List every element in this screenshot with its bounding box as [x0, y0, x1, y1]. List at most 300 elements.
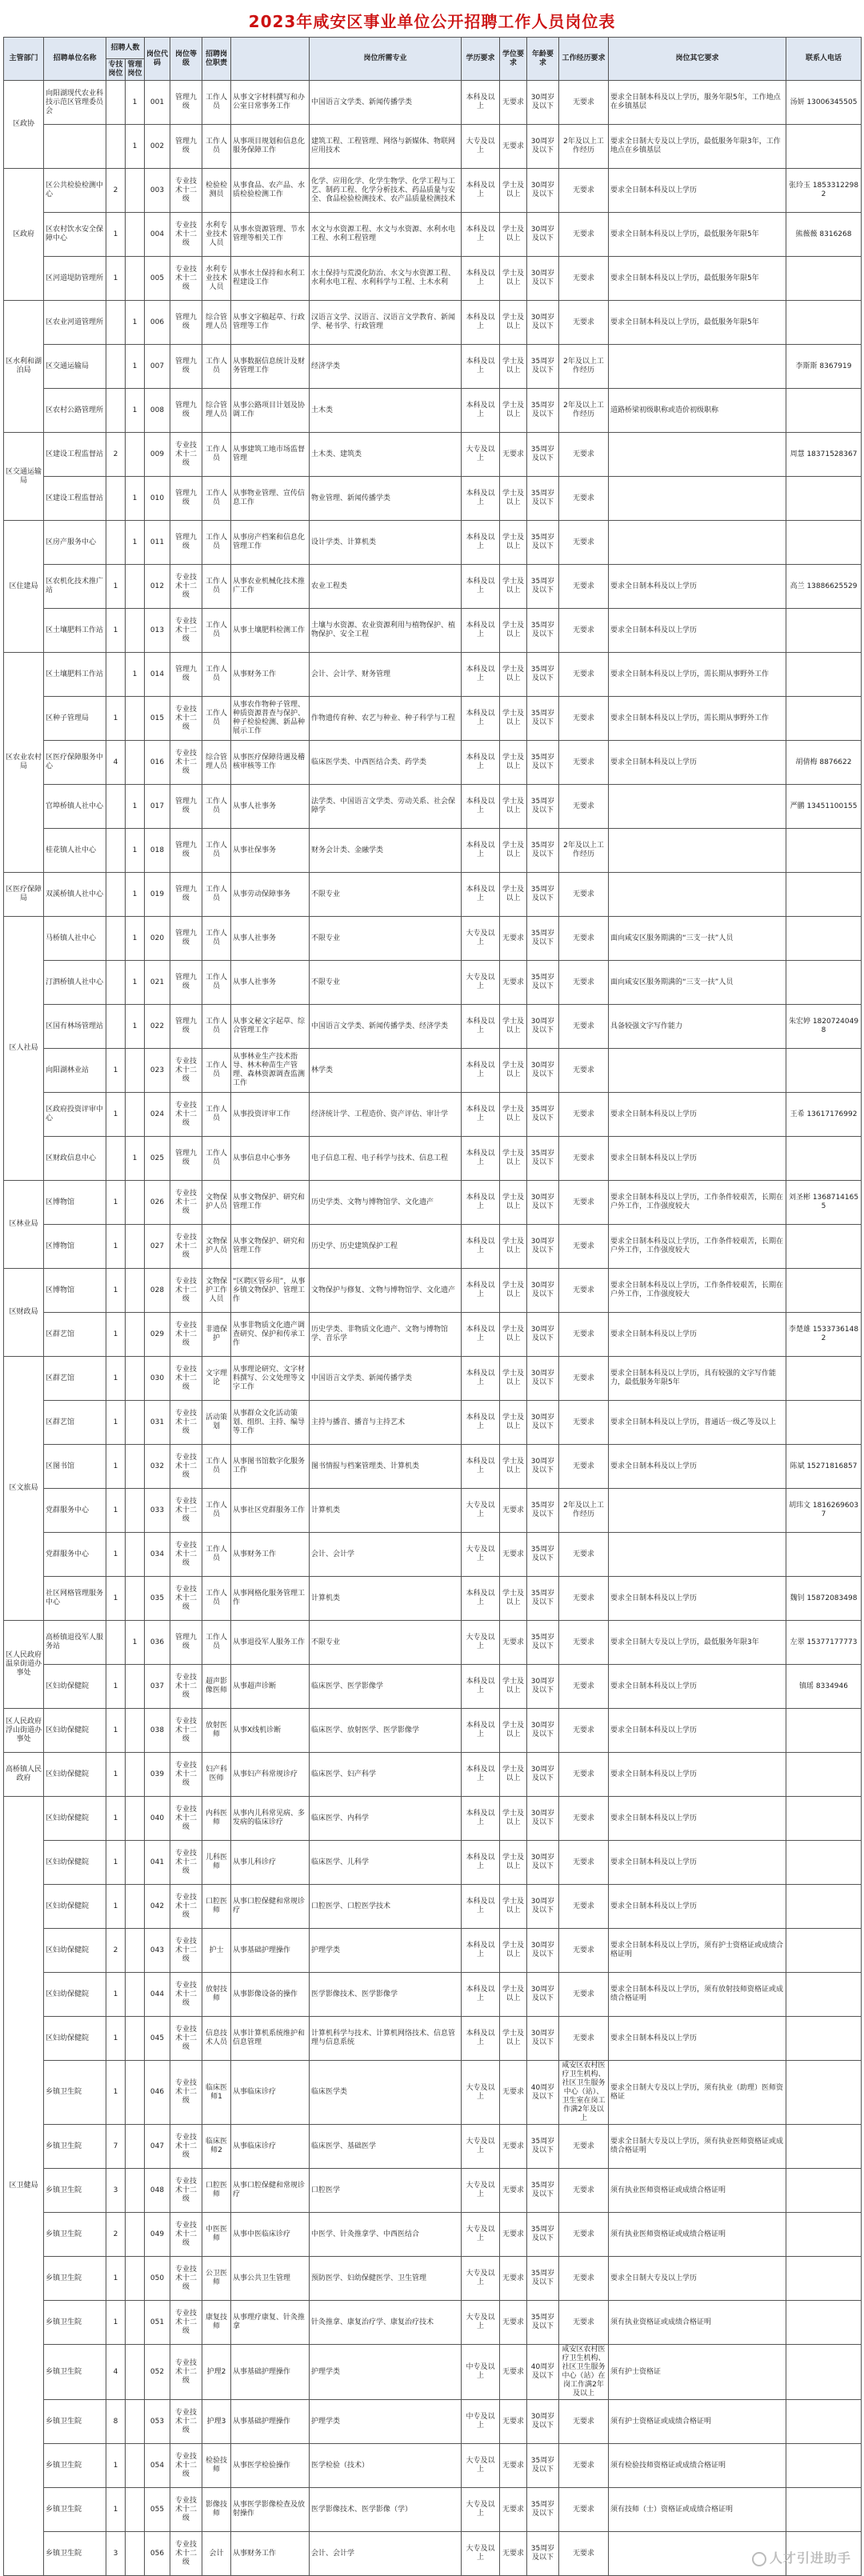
duty-description-cell: 从事财务工作	[231, 1533, 310, 1577]
unit-name-cell: 汀泗桥镇人社中心	[44, 961, 106, 1005]
major-requirement-cell: 不限专业	[310, 917, 462, 961]
other-requirement-cell: 要求全日制本科及以上学历，须有放射技师资格证或成绩合格证明	[609, 1973, 786, 2017]
table-row	[4, 1797, 862, 1841]
education-cell: 大专及以上	[462, 2061, 500, 2125]
position-code-cell: 056	[145, 2532, 170, 2576]
duty-description-cell: 从事信息中心事务	[231, 1137, 310, 1181]
position-title-cell: 放射技师	[202, 1973, 231, 2017]
count-mgmt-cell	[126, 213, 145, 257]
unit-name-cell: 区建设工程监督站	[44, 433, 106, 477]
count-tech-cell: 1	[106, 1401, 126, 1445]
count-tech-cell	[106, 345, 126, 389]
age-cell: 35周岁及以下	[527, 1577, 559, 1621]
position-code-cell: 015	[145, 697, 170, 741]
position-code-cell: 027	[145, 1225, 170, 1269]
education-cell: 本科及以上	[462, 1357, 500, 1401]
position-code-cell: 045	[145, 2017, 170, 2061]
degree-cell: 无要求	[500, 961, 527, 1005]
position-grade-cell: 专业技术十二级	[170, 2488, 202, 2532]
contact-cell	[786, 653, 862, 697]
table-row	[4, 1093, 862, 1137]
duty-description-cell: 从事农作物种子管理、种质资源普查与保护、种子检验检测、新品种展示工作	[231, 697, 310, 741]
position-code-cell: 007	[145, 345, 170, 389]
table-row	[4, 873, 862, 917]
table-row	[4, 1005, 862, 1049]
age-cell: 30周岁及以下	[527, 1313, 559, 1357]
table-row	[4, 1401, 862, 1445]
education-cell: 本科及以上	[462, 1797, 500, 1841]
education-cell: 本科及以上	[462, 829, 500, 873]
degree-cell: 学士及以上	[500, 257, 527, 301]
count-tech-cell: 1	[106, 1181, 126, 1225]
other-requirement-cell	[609, 521, 786, 565]
duty-description-cell: 从事农业机械化技术推广工作	[231, 565, 310, 609]
position-title-cell: 文物保护人员	[202, 1225, 231, 1269]
contact-cell	[786, 1533, 862, 1577]
major-requirement-cell: 农业工程类	[310, 565, 462, 609]
experience-cell: 无要求	[559, 1181, 609, 1225]
unit-name-cell: 乡镇卫生院	[44, 2345, 106, 2400]
position-grade-cell: 专业技术十二级	[170, 2257, 202, 2301]
degree-cell: 学士及以上	[500, 873, 527, 917]
position-title-cell: 文字理论	[202, 1357, 231, 1401]
degree-cell: 学士及以上	[500, 1885, 527, 1929]
table-row	[4, 2488, 862, 2532]
position-grade-cell: 专业技术十二级	[170, 433, 202, 477]
age-cell: 30周岁及以下	[527, 81, 559, 125]
count-mgmt-cell: 1	[126, 477, 145, 521]
experience-cell: 无要求	[559, 2301, 609, 2345]
count-tech-cell: 3	[106, 2532, 126, 2576]
other-requirement-cell: 要求全日制本科及以上学历，须有护士资格证或成绩合格证明	[609, 1929, 786, 1973]
contact-cell: 高兰 13886625529	[786, 565, 862, 609]
position-code-cell: 043	[145, 1929, 170, 1973]
duty-description-cell: 从事口腔保健和常规诊疗	[231, 1885, 310, 1929]
major-requirement-cell: 法学类、中国语言文学类、劳动关系、社会保障学	[310, 785, 462, 829]
position-title-cell: 公卫医师	[202, 2257, 231, 2301]
age-cell: 35周岁及以下	[527, 1489, 559, 1533]
education-cell: 大专及以上	[462, 125, 500, 169]
position-grade-cell: 专业技术十二级	[170, 2169, 202, 2213]
experience-cell: 无要求	[559, 1533, 609, 1577]
position-title-cell: 文物保护工作人员	[202, 1269, 231, 1313]
count-tech-cell	[106, 961, 126, 1005]
count-tech-cell: 1	[106, 1533, 126, 1577]
duty-description-cell: 从事社区党群服务工作	[231, 1489, 310, 1533]
other-requirement-cell: 要求全日制本科及以上学历，具有较强的文字写作能力，最低服务年限5年	[609, 1357, 786, 1401]
contact-cell	[786, 301, 862, 345]
unit-name-cell: 区妇幼保健院	[44, 1929, 106, 1973]
duty-description-cell: 从事人社事务	[231, 917, 310, 961]
contact-cell	[786, 609, 862, 653]
table-row	[4, 2257, 862, 2301]
contact-cell	[786, 2125, 862, 2169]
education-cell: 本科及以上	[462, 1841, 500, 1885]
count-mgmt-cell	[126, 1973, 145, 2017]
position-code-cell: 038	[145, 1709, 170, 1753]
position-title-cell: 超声影像医师	[202, 1665, 231, 1709]
education-cell: 大专及以上	[462, 917, 500, 961]
table-row	[4, 1885, 862, 1929]
dept-cell: 区林业局	[4, 1181, 44, 1269]
degree-cell: 无要求	[500, 1533, 527, 1577]
watermark-logo-icon	[752, 2552, 766, 2566]
degree-cell: 学士及以上	[500, 1225, 527, 1269]
degree-cell: 无要求	[500, 81, 527, 125]
table-row	[4, 1489, 862, 1533]
unit-name-cell: 区公共检验检测中心	[44, 169, 106, 213]
major-requirement-cell: 医学检验（技术）	[310, 2444, 462, 2488]
count-tech-cell: 1	[106, 1313, 126, 1357]
position-grade-cell: 专业技术十二级	[170, 1357, 202, 1401]
position-grade-cell: 专业技术十二级	[170, 1401, 202, 1445]
other-requirement-cell: 具备较强文字写作能力	[609, 1005, 786, 1049]
count-mgmt-cell	[126, 257, 145, 301]
count-tech-cell: 4	[106, 2345, 126, 2400]
table-row	[4, 2444, 862, 2488]
other-requirement-cell: 要求全日制大专及以上学历，须有执业医师资格证或成绩合格证明	[609, 2125, 786, 2169]
unit-name-cell: 区图书馆	[44, 1445, 106, 1489]
major-requirement-cell: 医学影像技术、医学影像（学）	[310, 2488, 462, 2532]
count-tech-cell: 2	[106, 433, 126, 477]
degree-cell: 学士及以上	[500, 1049, 527, 1093]
major-requirement-cell: 临床医学、放射医学、医学影像学	[310, 1709, 462, 1753]
count-tech-cell: 1	[106, 1445, 126, 1489]
position-grade-cell: 专业技术十二级	[170, 2125, 202, 2169]
other-requirement-cell: 要求全日制本科及以上学历，工作条件较艰苦，长期在户外工作，工作强度较大	[609, 1225, 786, 1269]
experience-cell: 无要求	[559, 653, 609, 697]
position-code-cell: 030	[145, 1357, 170, 1401]
age-cell: 30周岁及以下	[527, 169, 559, 213]
degree-cell: 学士及以上	[500, 1005, 527, 1049]
unit-name-cell: 乡镇卫生院	[44, 2257, 106, 2301]
position-code-cell: 012	[145, 565, 170, 609]
table-row	[4, 653, 862, 697]
degree-cell: 学士及以上	[500, 2017, 527, 2061]
degree-cell: 无要求	[500, 2400, 527, 2444]
other-requirement-cell: 要求全日制本科及以上学历	[609, 1313, 786, 1357]
table-row	[4, 521, 862, 565]
duty-description-cell: 从事财务工作	[231, 2532, 310, 2576]
experience-cell: 无要求	[559, 1621, 609, 1665]
count-mgmt-cell	[126, 2169, 145, 2213]
position-grade-cell: 专业技术十二级	[170, 1225, 202, 1269]
count-mgmt-cell	[126, 1709, 145, 1753]
count-mgmt-cell	[126, 2257, 145, 2301]
major-requirement-cell: 财务会计类、金融学类	[310, 829, 462, 873]
degree-cell: 无要求	[500, 2444, 527, 2488]
degree-cell: 无要求	[500, 433, 527, 477]
other-requirement-cell: 须有检验技师资格证或成绩合格证明	[609, 2444, 786, 2488]
position-title-cell: 工作人员	[202, 873, 231, 917]
contact-cell: 胡玮文 18162696037	[786, 1489, 862, 1533]
table-row	[4, 2213, 862, 2257]
dept-cell: 高桥镇人民政府	[4, 1753, 44, 1797]
duty-description-cell: 从事林业生产技术指导、林木种苗生产管理、森林资源调查监测工作	[231, 1049, 310, 1093]
count-tech-cell	[106, 653, 126, 697]
experience-cell: 无要求	[559, 1269, 609, 1313]
count-tech-cell: 1	[106, 565, 126, 609]
table-row	[4, 2125, 862, 2169]
experience-cell: 无要求	[559, 917, 609, 961]
major-requirement-cell: 口腔医学	[310, 2169, 462, 2213]
count-mgmt-cell: 1	[126, 917, 145, 961]
age-cell: 30周岁及以下	[527, 1929, 559, 1973]
other-requirement-cell: 要求全日制本科及以上学历，需长期从事野外工作	[609, 697, 786, 741]
position-grade-cell: 管理九级	[170, 1621, 202, 1665]
duty-description-cell: 从事人社事务	[231, 961, 310, 1005]
position-grade-cell: 管理九级	[170, 81, 202, 125]
header-unit: 招聘单位名称	[44, 38, 106, 81]
count-mgmt-cell: 1	[126, 1137, 145, 1181]
major-requirement-cell: 汉语言文学、汉语言、汉语言文学教育、新闻学、秘书学、行政管理	[310, 301, 462, 345]
position-title-cell: 儿科医师	[202, 1841, 231, 1885]
other-requirement-cell: 须有执业医师资格证或成绩合格证明	[609, 2213, 786, 2257]
dept-cell: 区住建局	[4, 521, 44, 653]
age-cell: 30周岁及以下	[527, 257, 559, 301]
other-requirement-cell: 要求全日制本科及以上学历，最低服务年限5年	[609, 301, 786, 345]
count-tech-cell: 2	[106, 169, 126, 213]
position-code-cell: 049	[145, 2213, 170, 2257]
duty-description-cell: 从事人社事务	[231, 785, 310, 829]
duty-description-cell: 从事影像设备的操作	[231, 1973, 310, 2017]
degree-cell: 无要求	[500, 2125, 527, 2169]
count-tech-cell	[106, 785, 126, 829]
unit-name-cell: 区土壤肥料工作站	[44, 609, 106, 653]
experience-cell: 无要求	[559, 301, 609, 345]
experience-cell: 无要求	[559, 697, 609, 741]
other-requirement-cell: 要求全日制本科及以上学历	[609, 1577, 786, 1621]
other-requirement-cell	[609, 873, 786, 917]
unit-name-cell: 区群艺馆	[44, 1357, 106, 1401]
position-title-cell: 工作人员	[202, 697, 231, 741]
education-cell: 本科及以上	[462, 873, 500, 917]
position-code-cell: 055	[145, 2488, 170, 2532]
dept-cell: 区文旅局	[4, 1357, 44, 1621]
other-requirement-cell: 须有护士资格证	[609, 2345, 786, 2400]
contact-cell: 王希 13617176992	[786, 1093, 862, 1137]
unit-name-cell: 区农村饮水安全保障中心	[44, 213, 106, 257]
contact-cell	[786, 2345, 862, 2400]
major-requirement-cell: 林学类	[310, 1049, 462, 1093]
experience-cell: 咸安区农村医疗卫生机构、社区卫生服务中心（站）、卫生室在岗工作满2年及以上	[559, 2061, 609, 2125]
position-code-cell: 003	[145, 169, 170, 213]
position-grade-cell: 管理九级	[170, 961, 202, 1005]
degree-cell: 无要求	[500, 917, 527, 961]
position-title-cell: 临床医师2	[202, 2125, 231, 2169]
education-cell: 本科及以上	[462, 1049, 500, 1093]
experience-cell: 无要求	[559, 1049, 609, 1093]
table-row	[4, 1137, 862, 1181]
header-duties-desc	[231, 38, 310, 81]
degree-cell: 学士及以上	[500, 1753, 527, 1797]
header-experience: 工作经历要求	[559, 38, 609, 81]
count-mgmt-cell	[126, 2061, 145, 2125]
age-cell: 30周岁及以下	[527, 213, 559, 257]
position-code-cell: 022	[145, 1005, 170, 1049]
count-mgmt-cell	[126, 1577, 145, 1621]
major-requirement-cell: 会计、会计学、财务管理	[310, 653, 462, 697]
count-mgmt-cell: 1	[126, 301, 145, 345]
contact-cell	[786, 1973, 862, 2017]
header-contact: 联系人电话	[786, 38, 862, 81]
count-tech-cell: 1	[106, 1709, 126, 1753]
header-code: 岗位代码	[145, 38, 170, 81]
position-code-cell: 033	[145, 1489, 170, 1533]
duty-description-cell: 从事物业管理、宣传信息工作	[231, 477, 310, 521]
education-cell: 大专及以上	[462, 2125, 500, 2169]
degree-cell: 学士及以上	[500, 477, 527, 521]
unit-name-cell: 区房产服务中心	[44, 521, 106, 565]
education-cell: 本科及以上	[462, 389, 500, 433]
position-title-cell: 工作人员	[202, 653, 231, 697]
education-cell: 本科及以上	[462, 1753, 500, 1797]
count-tech-cell: 1	[106, 609, 126, 653]
contact-cell: 汤妍 13006345505	[786, 81, 862, 125]
education-cell: 大专及以上	[462, 2532, 500, 2576]
position-code-cell: 006	[145, 301, 170, 345]
age-cell: 35周岁及以下	[527, 565, 559, 609]
age-cell: 30周岁及以下	[527, 1841, 559, 1885]
experience-cell: 无要求	[559, 521, 609, 565]
education-cell: 本科及以上	[462, 785, 500, 829]
duty-description-cell: 从事X线机诊断	[231, 1709, 310, 1753]
age-cell: 35周岁及以下	[527, 2532, 559, 2576]
contact-cell	[786, 1929, 862, 1973]
position-code-cell: 046	[145, 2061, 170, 2125]
contact-cell	[786, 1797, 862, 1841]
count-mgmt-cell: 1	[126, 829, 145, 873]
count-mgmt-cell: 1	[126, 1005, 145, 1049]
major-requirement-cell: 计算机类	[310, 1577, 462, 1621]
other-requirement-cell: 要求全日制本科及以上学历	[609, 2017, 786, 2061]
duty-description-cell: 从事文秘文字起草、综合管理工作	[231, 1005, 310, 1049]
count-mgmt-cell	[126, 2532, 145, 2576]
header-count-mgmt: 管理岗位	[126, 59, 145, 81]
position-grade-cell: 管理九级	[170, 1137, 202, 1181]
count-tech-cell	[106, 521, 126, 565]
count-tech-cell	[106, 1621, 126, 1665]
position-title-cell: 水利专业技术人员	[202, 213, 231, 257]
major-requirement-cell: 经济学类	[310, 345, 462, 389]
position-title-cell: 工作人员	[202, 609, 231, 653]
table-row	[4, 2345, 862, 2400]
position-title-cell: 非遗保护	[202, 1313, 231, 1357]
table-row	[4, 2061, 862, 2125]
position-title-cell: 影像技师	[202, 2488, 231, 2532]
dept-cell: 区农业农村局	[4, 653, 44, 873]
duty-description-cell: 从事计算机系统维护和信息管理	[231, 2017, 310, 2061]
education-cell: 本科及以上	[462, 653, 500, 697]
unit-name-cell: 马桥镇人社中心	[44, 917, 106, 961]
count-mgmt-cell	[126, 1533, 145, 1577]
degree-cell: 学士及以上	[500, 213, 527, 257]
major-requirement-cell: 会计、会计学	[310, 1533, 462, 1577]
position-title-cell: 工作人员	[202, 829, 231, 873]
other-requirement-cell: 要求全日制本科及以上学历，最低服务年限5年	[609, 213, 786, 257]
major-requirement-cell: 作物遗传育种、农艺与种业、种子科学与工程	[310, 697, 462, 741]
other-requirement-cell: 须有执业资格证或成绩合格证明	[609, 2301, 786, 2345]
duty-description-cell: 从事水土保持和水利工程建设工作	[231, 257, 310, 301]
duty-description-cell: 从事文字稿起草、行政管理等工作	[231, 301, 310, 345]
position-code-cell: 019	[145, 873, 170, 917]
count-tech-cell: 1	[106, 2301, 126, 2345]
age-cell: 40周岁及以下	[527, 2061, 559, 2125]
table-row	[4, 609, 862, 653]
unit-name-cell: 区政府投资评审中心	[44, 1093, 106, 1137]
count-mgmt-cell: 1	[126, 389, 145, 433]
contact-cell	[786, 829, 862, 873]
duty-description-cell: 从事群众文化活动策划、组织、主持、编导等工作	[231, 1401, 310, 1445]
position-title-cell: 文物保护人员	[202, 1181, 231, 1225]
position-grade-cell: 专业技术十二级	[170, 1973, 202, 2017]
education-cell: 本科及以上	[462, 1137, 500, 1181]
count-tech-cell: 1	[106, 1093, 126, 1137]
position-title-cell: 工作人员	[202, 521, 231, 565]
major-requirement-cell: 不限专业	[310, 961, 462, 1005]
age-cell: 30周岁及以下	[527, 1049, 559, 1093]
unit-name-cell: 区农村公路管理所	[44, 389, 106, 433]
unit-name-cell: 区博物馆	[44, 1181, 106, 1225]
experience-cell: 无要求	[559, 1445, 609, 1489]
count-mgmt-cell	[126, 2400, 145, 2444]
experience-cell: 无要求	[559, 609, 609, 653]
education-cell: 中专及以上	[462, 2345, 500, 2400]
position-title-cell: 会计	[202, 2532, 231, 2576]
count-mgmt-cell	[126, 565, 145, 609]
duty-description-cell: 从事劳动保障事务	[231, 873, 310, 917]
dept-cell: 区财政局	[4, 1269, 44, 1357]
table-row	[4, 2017, 862, 2061]
count-tech-cell: 1	[106, 1973, 126, 2017]
other-requirement-cell: 要求全日制本科及以上学历，服务年限5年，工作地点在乡镇基层	[609, 81, 786, 125]
major-requirement-cell: 历史学类、文物与博物馆学、文化遗产	[310, 1181, 462, 1225]
unit-name-cell: 双溪桥镇人社中心	[44, 873, 106, 917]
position-grade-cell: 专业技术十二级	[170, 1841, 202, 1885]
other-requirement-cell	[609, 1489, 786, 1533]
count-mgmt-cell	[126, 1401, 145, 1445]
duty-description-cell: 从事内儿科常见病、多发病的临床诊疗	[231, 1797, 310, 1841]
contact-cell: 刘圣彬 13687141655	[786, 1181, 862, 1225]
age-cell: 30周岁及以下	[527, 1753, 559, 1797]
count-tech-cell: 4	[106, 741, 126, 785]
position-title-cell: 工作人员	[202, 1445, 231, 1489]
position-grade-cell: 专业技术十二级	[170, 2061, 202, 2125]
duty-description-cell: 从事退役军人服务工作	[231, 1621, 310, 1665]
age-cell: 35周岁及以下	[527, 345, 559, 389]
position-title-cell: 工作人员	[202, 477, 231, 521]
table-row	[4, 345, 862, 389]
degree-cell: 无要求	[500, 2061, 527, 2125]
age-cell: 35周岁及以下	[527, 2444, 559, 2488]
experience-cell: 无要求	[559, 257, 609, 301]
other-requirement-cell: 要求全日制大专及以上学历，最低服务年限3年	[609, 1621, 786, 1665]
other-requirement-cell: 要求全日制本科及以上学历	[609, 1797, 786, 1841]
table-row	[4, 785, 862, 829]
education-cell: 本科及以上	[462, 741, 500, 785]
contact-cell	[786, 1401, 862, 1445]
degree-cell: 学士及以上	[500, 1445, 527, 1489]
position-title-cell: 工作人员	[202, 1577, 231, 1621]
age-cell: 30周岁及以下	[527, 2017, 559, 2061]
unit-name-cell: 乡镇卫生院	[44, 2532, 106, 2576]
contact-cell	[786, 697, 862, 741]
position-title-cell: 妇产科医师	[202, 1753, 231, 1797]
other-requirement-cell	[609, 1049, 786, 1093]
degree-cell: 无要求	[500, 125, 527, 169]
major-requirement-cell: 历史学类、非物质文化遗产、文物与博物馆学、音乐学	[310, 1313, 462, 1357]
duty-description-cell: 从事网格化服务管理工作	[231, 1577, 310, 1621]
